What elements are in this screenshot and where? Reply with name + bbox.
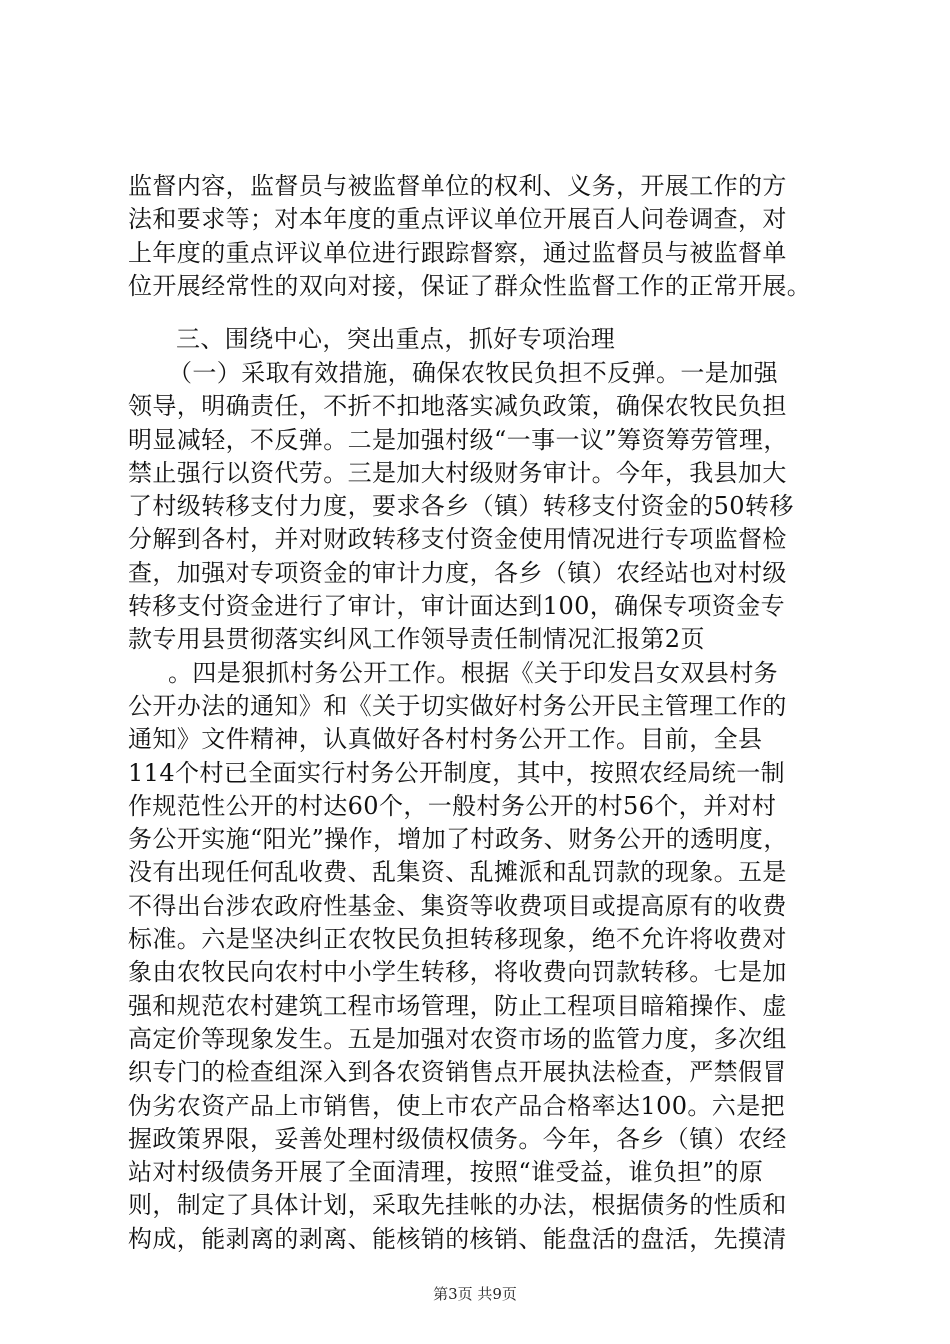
text-line: 强和规范农村建筑工程市场管理，防止工程项目暗箱操作、虚 (128, 991, 787, 1020)
text-line: 不得出台涉农政府性基金、集资等收费项目或提高原有的收费 (128, 891, 787, 920)
text-line: 站对村级债务开展了全面清理，按照“谁受益，谁负担”的原 (128, 1158, 764, 1187)
text-line: 高定价等现象发生。五是加强对农资市场的监管力度，多次组 (128, 1024, 787, 1053)
text-line: 查，加强对专项资金的审计力度，各乡（镇）农经站也对村级 (128, 558, 787, 587)
page-footer: 第3页 共9页 (433, 1285, 517, 1303)
text-line: 标准。六是坚决纠正农牧民负担转移现象，绝不允许将收费对 (128, 925, 787, 954)
text-line: 领导，明确责任，不折不扣地落实减负政策，确保农牧民负担 (128, 392, 787, 421)
text-line: （一）采取有效措施，确保农牧民负担不反弹。一是加强 (168, 359, 778, 387)
paragraph-top (128, 170, 848, 303)
text-line: 。四是狠抓村务公开工作。根据《关于印发吕女双县村务 (168, 658, 778, 687)
paragraph-main (128, 357, 848, 1256)
text-line: 织专门的检查组深入到各农资销售点开展执法检查，严禁假冒 (128, 1058, 787, 1087)
text-line: 法和要求等；对本年度的重点评议单位开展百人问卷调查，对 (128, 205, 787, 234)
text-line: 114个村已全面实行村务公开制度，其中，按照农经局统一制 (128, 758, 786, 787)
text-line: 禁止强行以资代劳。三是加大村级财务审计。今年，我县加大 (128, 458, 787, 487)
text-line: 务公开实施“阳光”操作，增加了村政务、财务公开的透明度， (128, 825, 788, 854)
text-line: 了村级转移支付力度，要求各乡（镇）转移支付资金的50转移 (128, 492, 794, 521)
text-line: 分解到各村，并对财政转移支付资金使用情况进行专项监督检 (128, 525, 787, 554)
text-line: 位开展经常性的双向对接，保证了群众性监督工作的正常开展。 (128, 271, 812, 300)
text-line: 握政策界限，妥善处理村级债权债务。今年，各乡（镇）农经 (128, 1124, 787, 1153)
text-line: 转移支付资金进行了审计，审计面达到100，确保专项资金专 (128, 592, 786, 621)
text-line: 上年度的重点评议单位进行跟踪督察，通过监督员与被监督单 (128, 238, 787, 267)
text-line: 款专用县贯彻落实纠风工作领导责任制情况汇报第2页 (128, 625, 705, 654)
text-line: 构成，能剥离的剥离、能核销的核销、能盘活的盘活，先摸清 (128, 1224, 787, 1253)
text-line: 伪劣农资产品上市销售，使上市农产品合格率达100。六是把 (128, 1091, 786, 1120)
text-line: 公开办法的通知》和《关于切实做好村务公开民主管理工作的 (128, 691, 787, 720)
section-heading: 三、围绕中心，突出重点，抓好专项治理 (176, 325, 616, 353)
text-line: 作规范性公开的村达60个，一般村务公开的村56个，并对村 (128, 791, 777, 820)
text-line: 则，制定了具体计划，采取先挂帐的办法，根据债务的性质和 (128, 1191, 787, 1220)
text-line: 通知》文件精神，认真做好各村村务公开工作。目前，全县 (128, 725, 763, 754)
text-line: 象由农牧民向农村中小学生转移，将收费向罚款转移。七是加 (128, 958, 787, 987)
text-line: 监督内容，监督员与被监督单位的权利、义务，开展工作的方 (128, 172, 787, 200)
text-line: 没有出现任何乱收费、乱集资、乱摊派和乱罚款的现象。五是 (128, 858, 787, 887)
text-line: 明显减轻，不反弹。二是加强村级“一事一议”筹资筹劳管理， (128, 425, 788, 454)
